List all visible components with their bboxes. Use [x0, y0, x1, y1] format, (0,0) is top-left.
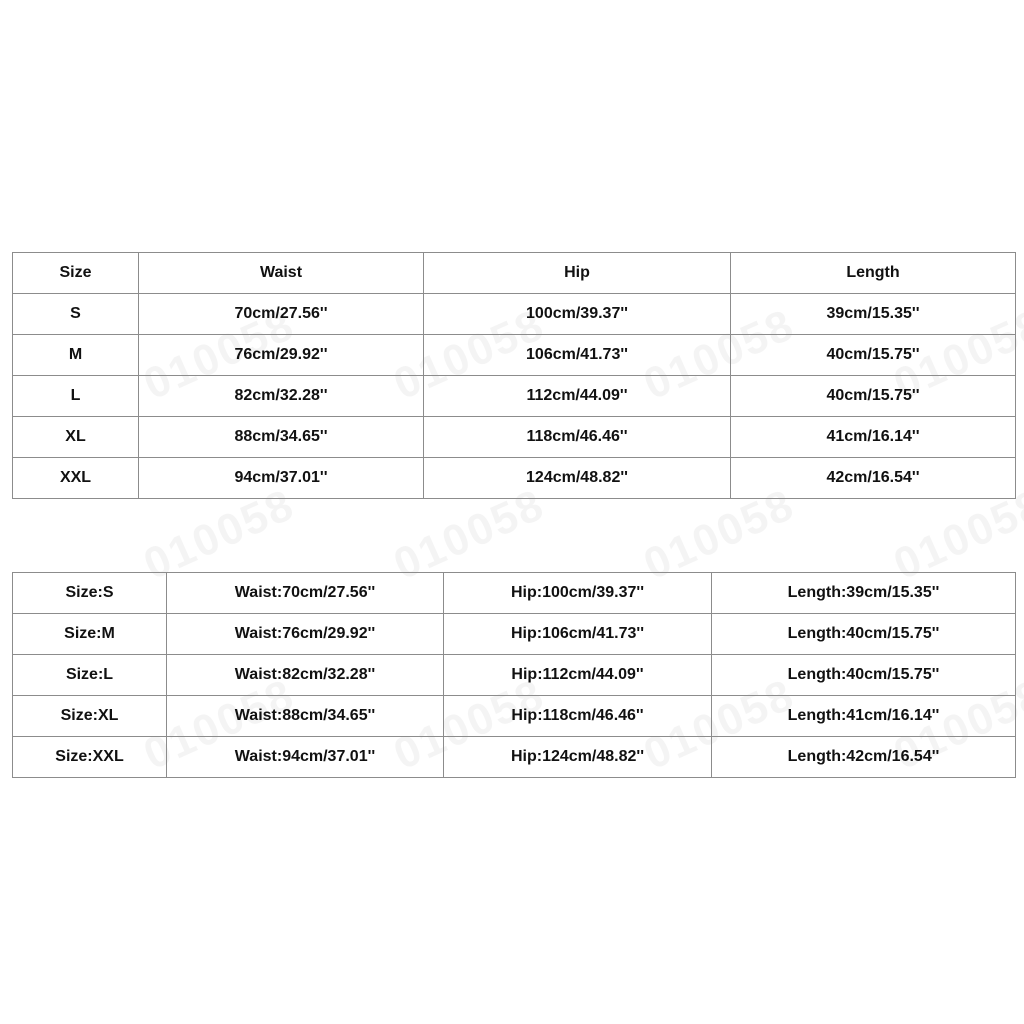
table-cell-hip: Hip:124cm/48.82'' — [444, 737, 712, 778]
size-chart-table — [12, 252, 1016, 499]
table-cell-length: Length:40cm/15.75'' — [712, 655, 1016, 696]
table-cell-size: XXL — [13, 458, 139, 499]
table-cell-waist: 70cm/27.56'' — [139, 294, 424, 335]
table-cell-waist: Waist:82cm/32.28'' — [167, 655, 444, 696]
table-row — [13, 655, 1016, 696]
table-row — [13, 696, 1016, 737]
table-cell-waist: 76cm/29.92'' — [139, 335, 424, 376]
table-cell-waist: Waist:88cm/34.65'' — [167, 696, 444, 737]
header-cell-waist: Waist — [139, 253, 424, 294]
table-cell-waist: 88cm/34.65'' — [139, 417, 424, 458]
table-row — [13, 737, 1016, 778]
table-cell-hip: Hip:118cm/46.46'' — [444, 696, 712, 737]
table-cell-length: 40cm/15.75'' — [731, 376, 1016, 417]
table-row — [13, 294, 1016, 335]
size-chart-labelled-table — [12, 572, 1016, 778]
table-cell-length: Length:42cm/16.54'' — [712, 737, 1016, 778]
table-cell-waist: Waist:94cm/37.01'' — [167, 737, 444, 778]
table-cell-length: 40cm/15.75'' — [731, 335, 1016, 376]
table-row — [13, 417, 1016, 458]
table-cell-hip: 100cm/39.37'' — [424, 294, 731, 335]
table-row — [13, 458, 1016, 499]
header-cell-size: Size — [13, 253, 139, 294]
table-cell-size: XL — [13, 417, 139, 458]
table-cell-size: S — [13, 294, 139, 335]
table-cell-hip: Hip:100cm/39.37'' — [444, 573, 712, 614]
table-header-row — [13, 253, 1016, 294]
table-cell-length: Length:41cm/16.14'' — [712, 696, 1016, 737]
table-cell-length: 39cm/15.35'' — [731, 294, 1016, 335]
table-cell-length: 42cm/16.54'' — [731, 458, 1016, 499]
table-cell-size: Size:S — [13, 573, 167, 614]
header-cell-length: Length — [731, 253, 1016, 294]
table-row — [13, 376, 1016, 417]
table-cell-length: Length:39cm/15.35'' — [712, 573, 1016, 614]
table-cell-size: Size:L — [13, 655, 167, 696]
table-cell-size: L — [13, 376, 139, 417]
table-cell-hip: Hip:106cm/41.73'' — [444, 614, 712, 655]
table-cell-hip: 118cm/46.46'' — [424, 417, 731, 458]
header-cell-hip: Hip — [424, 253, 731, 294]
table-cell-hip: 106cm/41.73'' — [424, 335, 731, 376]
table-cell-size: Size:XL — [13, 696, 167, 737]
table-cell-waist: Waist:76cm/29.92'' — [167, 614, 444, 655]
table-cell-hip: Hip:112cm/44.09'' — [444, 655, 712, 696]
table-cell-waist: Waist:70cm/27.56'' — [167, 573, 444, 614]
table-cell-length: Length:40cm/15.75'' — [712, 614, 1016, 655]
table-row — [13, 573, 1016, 614]
table-cell-size: Size:M — [13, 614, 167, 655]
table-cell-hip: 124cm/48.82'' — [424, 458, 731, 499]
table-cell-hip: 112cm/44.09'' — [424, 376, 731, 417]
table-cell-length: 41cm/16.14'' — [731, 417, 1016, 458]
table-cell-waist: 94cm/37.01'' — [139, 458, 424, 499]
table-cell-size: M — [13, 335, 139, 376]
table-row — [13, 614, 1016, 655]
table-cell-waist: 82cm/32.28'' — [139, 376, 424, 417]
table-cell-size: Size:XXL — [13, 737, 167, 778]
table-row — [13, 335, 1016, 376]
